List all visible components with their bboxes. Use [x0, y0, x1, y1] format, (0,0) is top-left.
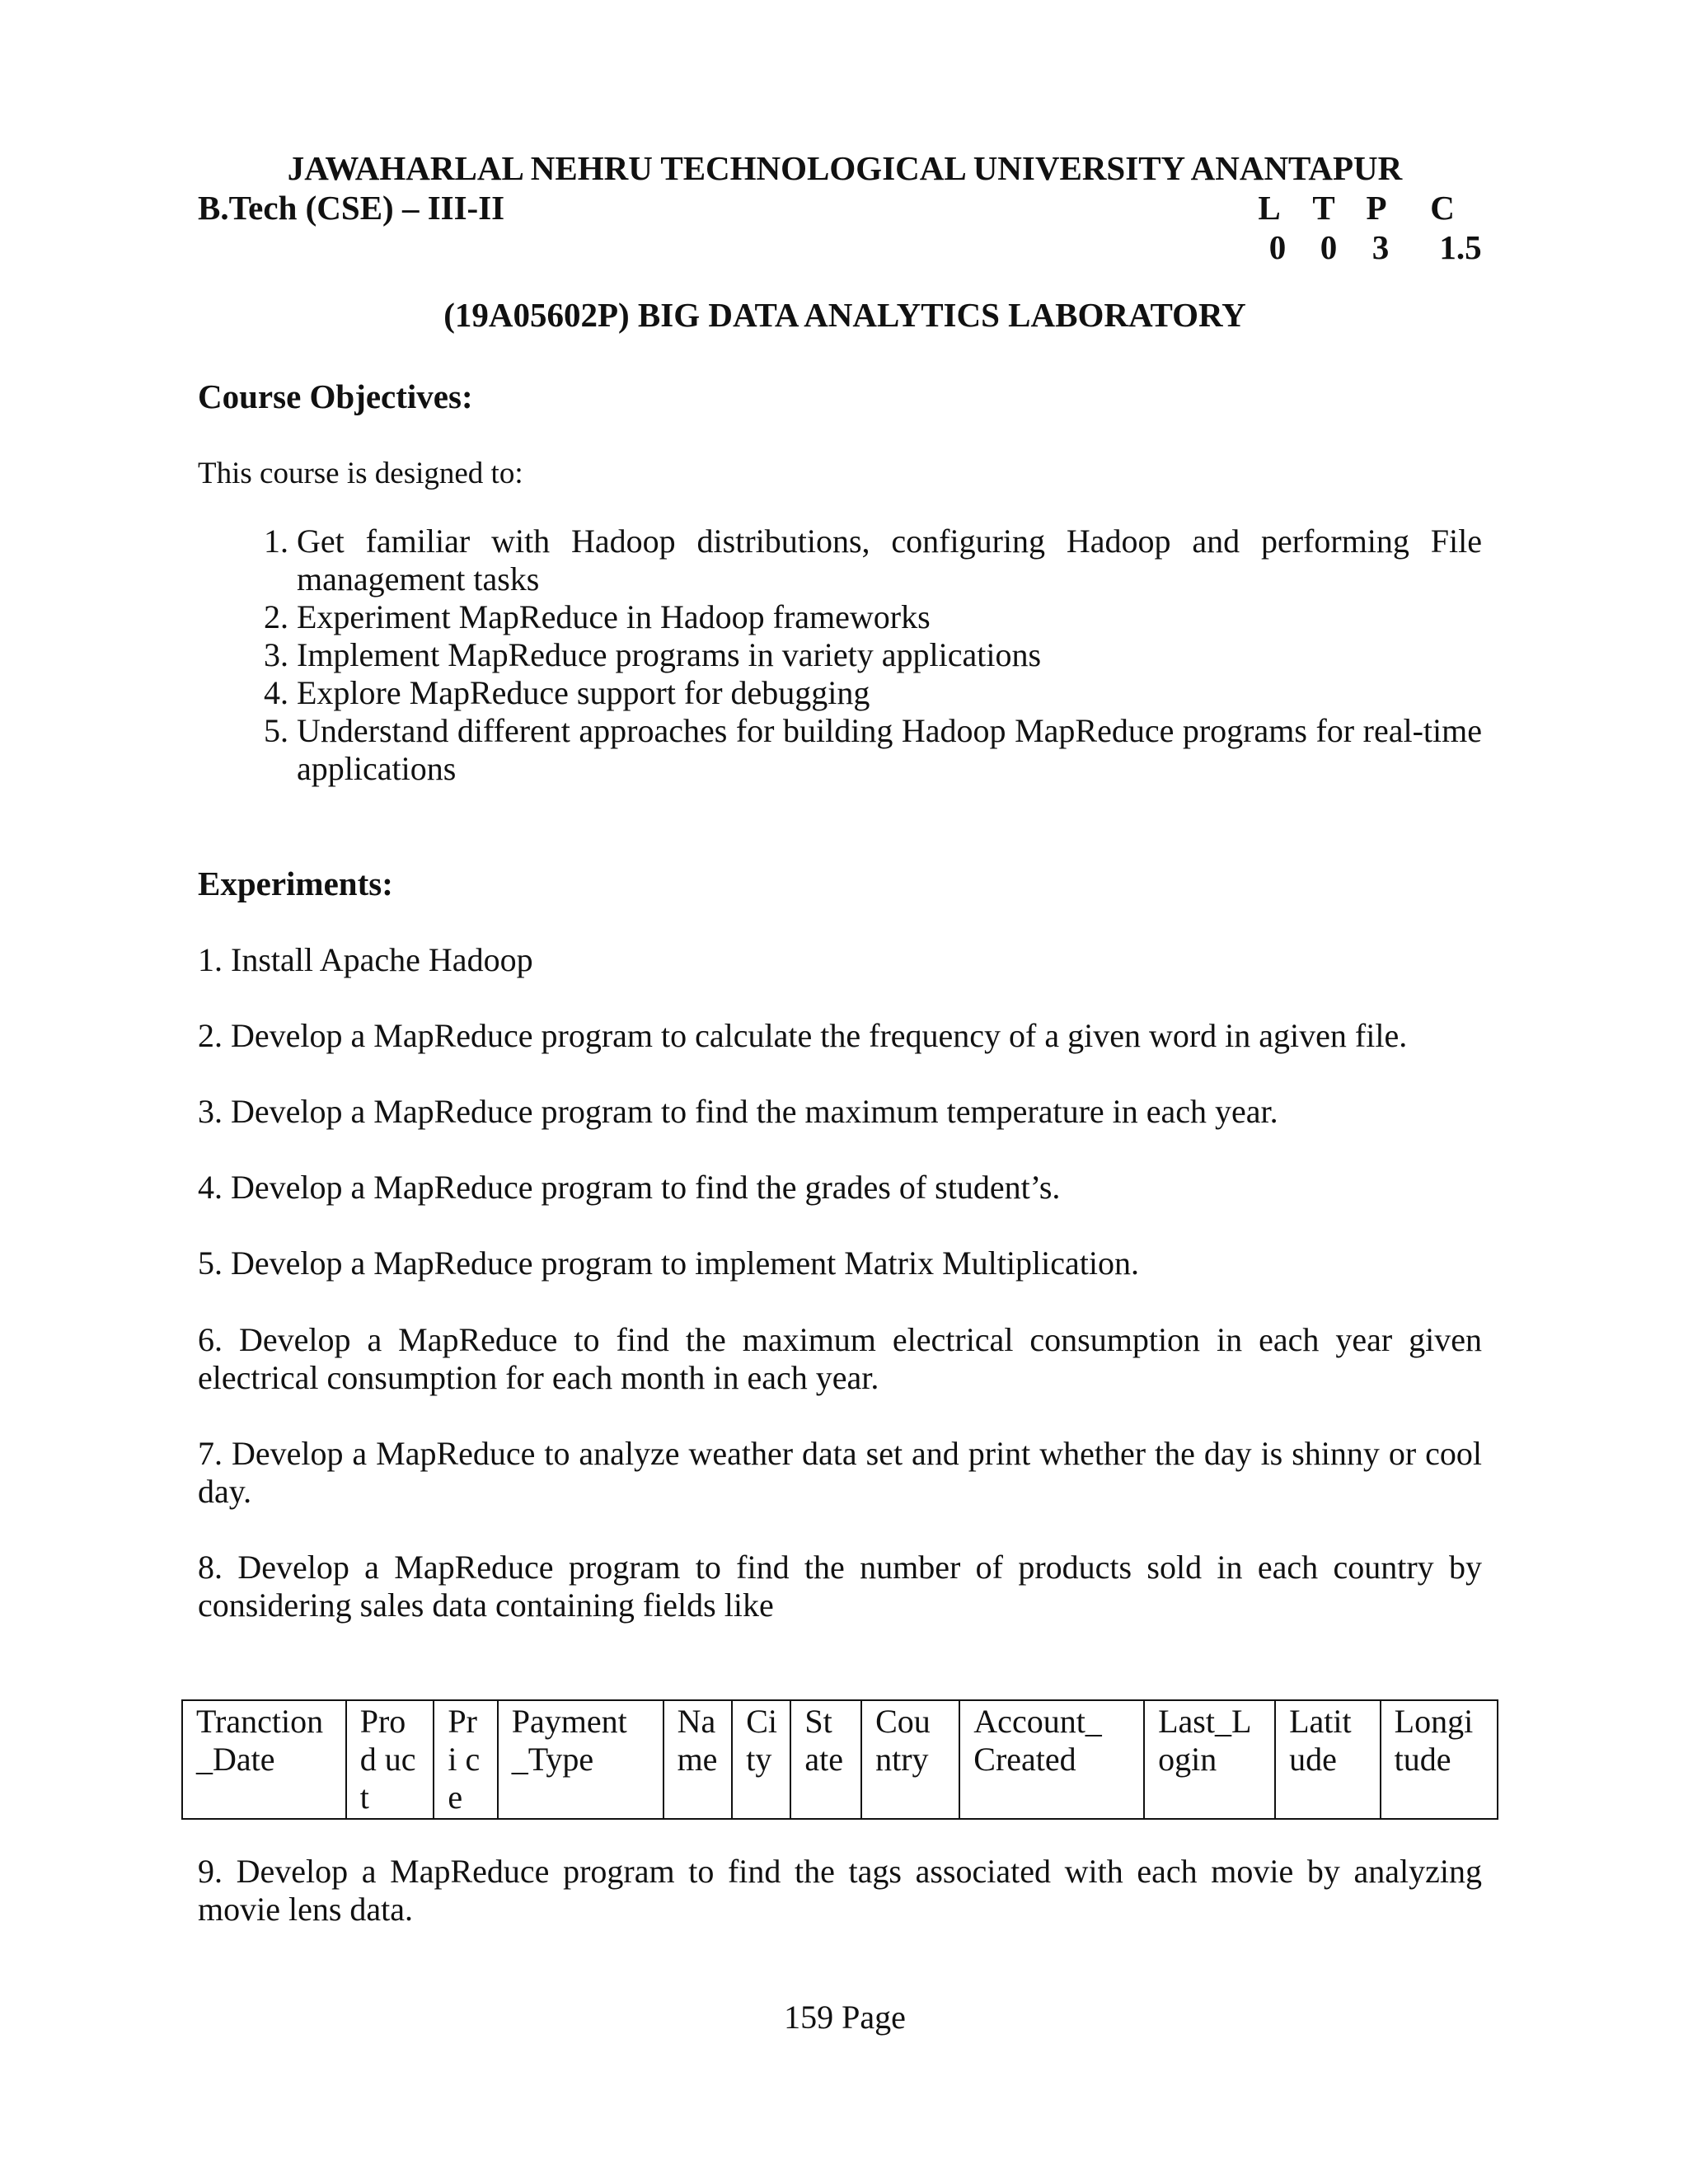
experiment-item: 6. Develop a MapReduce to find the maximum electrical consumption in each year given electrical consumption for each month in each year.	[198, 1321, 1482, 1396]
ltpc-value-c: 1.5	[1439, 228, 1482, 266]
table-cell: Prod uct	[346, 1700, 434, 1819]
objectives-heading: Course Objectives:	[198, 377, 473, 415]
table-cell: Cou ntry	[861, 1700, 959, 1819]
ltpc-value-l: 0	[1268, 228, 1287, 266]
objective-item: 1. Get familiar with Hadoop distributions, configuring Hadoop and performing File management tasks	[297, 523, 1482, 598]
ltpc-label-t: T	[1312, 189, 1335, 227]
objective-item: 4. Explore MapReduce support for debugging	[297, 674, 1482, 712]
objective-item: 5. Understand different approaches for building Hadoop MapReduce programs for real-time applications	[297, 712, 1482, 788]
ltpc-label-p: P	[1366, 189, 1387, 227]
objective-item: 3. Implement MapReduce programs in variety applications	[297, 636, 1482, 674]
experiment-item: 4. Develop a MapReduce program to find the grades of student’s.	[198, 1169, 1061, 1206]
experiment-item: 1. Install Apache Hadoop	[198, 941, 533, 978]
ltpc-value-p: 3	[1372, 228, 1390, 266]
course-title: (19A05602P) BIG DATA ANALYTICS LABORATORY	[443, 296, 1246, 334]
experiment-item: 8. Develop a MapReduce program to find the number of products sold in each country by considering sales data containing fields like	[198, 1549, 1482, 1624]
table-row	[182, 1700, 1498, 1819]
ltpc-values	[1236, 227, 1500, 267]
table-cell: Ci ty	[732, 1700, 790, 1819]
objectives-list	[198, 523, 1482, 788]
objective-item: 2. Experiment MapReduce in Hadoop frameworks	[297, 598, 1482, 636]
ltpc-header	[1236, 188, 1500, 227]
table-cell: Last_L ogin	[1144, 1700, 1275, 1819]
experiments-heading: Experiments:	[198, 865, 393, 902]
experiment-item: 3. Develop a MapReduce program to find the maximum temperature in each year.	[198, 1093, 1278, 1130]
objectives-intro: This course is designed to:	[198, 457, 523, 490]
ltpc-label-c: C	[1430, 189, 1455, 227]
table-cell: Pri ce	[434, 1700, 497, 1819]
table-cell: Latit ude	[1275, 1700, 1381, 1819]
ltpc-label-l: L	[1258, 189, 1281, 227]
table-cell: Na me	[663, 1700, 733, 1819]
university-name: JAWAHARLAL NEHRU TECHNOLOGICAL UNIVERSITY ANANTAPUR	[287, 149, 1403, 187]
table-cell: St ate	[790, 1700, 861, 1819]
page-number: 159 Page	[784, 1999, 906, 2036]
table-cell: Payment _Type	[498, 1700, 663, 1819]
table-cell: Tranction _Date	[182, 1700, 346, 1819]
table-cell: Account_ Created	[959, 1700, 1144, 1819]
experiment-item: 5. Develop a MapReduce program to implement Matrix Multiplication.	[198, 1244, 1139, 1282]
program-label: B.Tech (CSE) – III-II	[198, 189, 505, 227]
ltpc-value-t: 0	[1320, 228, 1338, 266]
table-cell: Longi tude	[1381, 1700, 1498, 1819]
experiment-item: 2. Develop a MapReduce program to calculate the frequency of a given word in agiven file.	[198, 1017, 1408, 1054]
experiment-item: 7. Develop a MapReduce to analyze weather data set and print whether the day is shinny or cool day.	[198, 1435, 1482, 1510]
sales-fields-table	[181, 1699, 1498, 1820]
experiment-item: 9. Develop a MapReduce program to find the tags associated with each movie by analyzing movie lens data.	[198, 1853, 1482, 1928]
